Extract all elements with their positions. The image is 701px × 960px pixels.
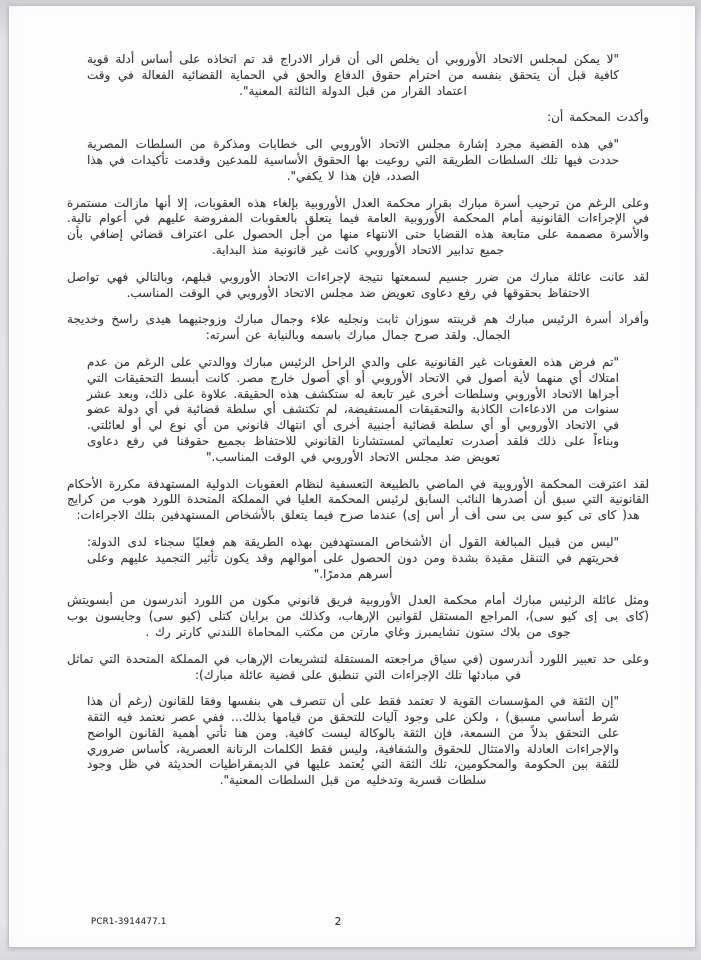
paragraph-body: ومثل عائلة الرئيس مبارك أمام محكمة العدل الأوروبية فريق قانوني مكون من اللورد أندرسون من أبسويتش (كاى بى إى كيو سى)، المراجع المستقل لقوانين الإرهاب، وكذلك من برايان كتلى (كيو سى) وجايسون بوب جوى من بلاك ستون تشايمبرز وغاي مارتن من مكتب المحاماة اللندني كارتر رك . <box>67 593 649 639</box>
paragraph-body: لقد اعترفت المحكمة الأوروبية في الماضي بالطبيعة التعسفية لنظام العقوبات الدولية المستهدفة مكررة الأحكام القانونية التي سبق أن أصدرها النائب السابق لرئيس المحكمة العليا في المملكة المتحدة اللورد هوب من كرايج هد( كاى تى كيو سى بى سى أف أر أس إى) عندما صرح فيما يتعلق بالأشخاص المستهدفين بتلك الاجراءات: <box>67 476 649 523</box>
paragraph-body: وعلى الرغم من ترحيب أسرة مبارك بقرار محكمة العدل الأوروبية بإلغاء هذه العقوبات، إلا أنها مازالت مستمرة في الإجراءات القانونية أمام المحكمة الأوروبية العامة فيما يتعلق بالعقوبات المفروضة عليهم في أعوام تالية. والأسرة مصممة على متابعة هذه القضايا حتى الانتهاء منها من أجل الحصول على اعتراف قضائي إضافي بأن جميع تدابير الاتحاد الأوروبي كانت غير قانونية منذ البداية. <box>67 195 649 257</box>
paragraph-body: وأفراد أسرة الرئيس مبارك هم قرينته سوزان ثابت ونجليه علاء وجمال مبارك وزوجتيهما هيدى راسخ وخديجة الجمال. ولقد صرح جمال مبارك باسمه وبالنيابة عن أسرته: <box>67 312 649 343</box>
paragraph-quote: "ليس من قبيل المبالغة القول أن الأشخاص المستهدفين بهذه الطريقة هم فعليًا سجناء لدى الدولة: فحريتهم في التنقل مقيدة بشدة ومن دون الحصول على أموالهم وقد يكون تأثير التجميد عليهم وعلى أسرهم مدمرًا." <box>87 534 619 581</box>
paragraph-body: لقد عانت عائلة مبارك من ضرر جسيم لسمعتها نتيجة لإجراءات الاتحاد الأوروبي قبلهم، وبالتالي فهي تواصل الاحتفاظ بحقوقها في رفع دعاوى تعويض ضد مجلس الاتحاد الأوروبي في الوقت المناسب. <box>67 269 649 300</box>
footer-page-number: 2 <box>334 916 342 928</box>
paragraph-quote: "إن الثقة في المؤسسات القوية لا تعتمد فقط على أن تتصرف هي بنفسها وفقا للقانون (رغم أن هذا شرط أساسي مسبق) ، ولكن على وجود آليات للتحقق من قيامها بذلك... ففي عصر نعتمد فيه الثقة على التحقق بدلاً من السمعة، فإن الثقة بالوكالة ليست كافية. ومن هنا تأتي أهمية القانون الواضح والإجراءات العادلة والامتثال للحقوق والشفافية، وليس فقط الكلمات الرنانة العصرية، كأساس ضروري للثقة بين الحكومة والمحكومين، تلك الثقة التي يُعتمد عليها في الديمقراطيات الحديثة في ظل وجود سلطات قسرية وتدخليه من قبل السلطات المعنية". <box>87 694 619 788</box>
paragraph-quote: "تم فرض هذه العقوبات غير القانونية على والدي الراحل الرئيس مبارك ووالدتي على الرغم من عدم امتلاك أي منهما لأية أصول في الاتحاد الأوروبي أو أي أصول خارج مصر. كانت أبسط التحقيقات التي أجراها الاتحاد الأوروبي وسلطات أخرى غير تابعة له ستكشف هذه الحقيقة. علاوة على ذلك، وبعد عشر سنوات من الادعاءات الكاذبة والتحقيقات المستفيضة، لم تكتشف أي سلطة قضائية في أي دولة عضو في الاتحاد الأوروبي أو أي سلطة قضائية أجنبية أخرى أي انتهاك قانوني من أي نوع لي أو لعائلتي. وبناءاً على ذلك فلقد أصدرت تعليماتي لمستشارنا القانوني للاحتفاظ بجميع حقوقنا في رفع دعاوى تعويض ضد مجلس الاتحاد الأوروبي في الوقت المناسب." <box>87 354 619 464</box>
footer-doc-ref: PCR1-3914477.1 <box>91 917 167 927</box>
paragraph-intro: وأكدت المحكمة أن: <box>547 110 649 125</box>
paragraph-quote: "في هذه القضية مجرد إشارة مجلس الاتحاد الأوروبي الى خطابات ومذكرة من السلطات المصرية حددت فيها تلك السلطات الطريقة التي روعيت بها الحقوق الأساسية للمدعين وقدمت تأكيدات في هذا الصدد، فإن هذا لا يكفي". <box>87 137 619 183</box>
paragraph-quote: "لا يمكن لمجلس الاتحاد الأوروبي أن يخلص الى أن قرار الادراج قد تم اتخاذه على أساس أدلة قوية كافية قبل أن يتحقق بنفسه من احترام حقوق الدفاع والحق في الحماية القضائية الفعالة في وقت اعتماد القرار من قبل الدولة الثالثة المعنية". <box>87 52 619 98</box>
paragraph-body: وعلى حد تعبير اللورد أندرسون (في سياق مراجعته المستقلة لتشريعات الإرهاب في المملكة المتحدة التي تماثل في مبادئها تلك الإجراءات التي تنطبق على قضية عائلة مبارك): <box>67 651 649 682</box>
document-body <box>67 52 649 800</box>
document-page <box>8 5 696 948</box>
